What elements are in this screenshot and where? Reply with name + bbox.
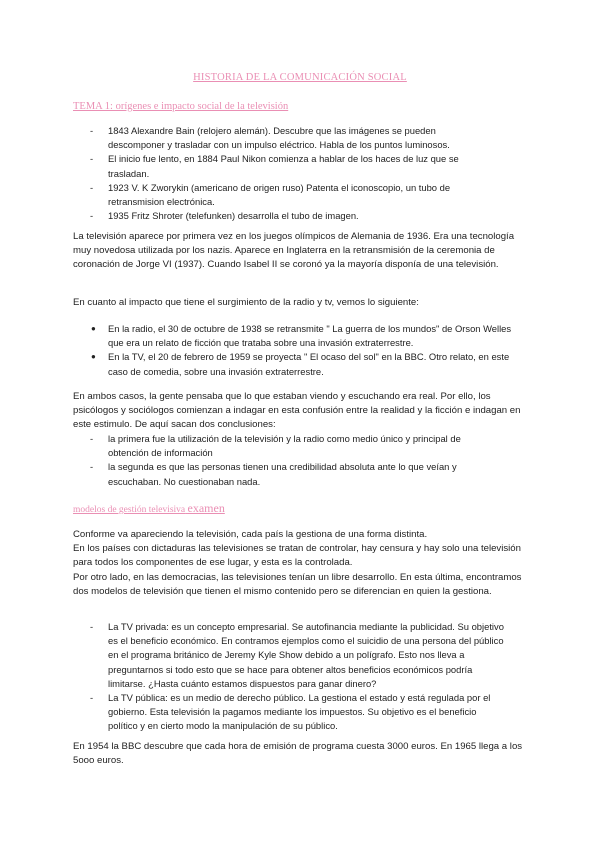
dash-marker: - xyxy=(90,181,94,193)
list-item xyxy=(90,691,508,734)
dash-marker: - xyxy=(90,461,94,473)
list-item-text: El inicio fue lento, en 1884 Paul Nikon comienza a hablar de los haces de luz que se trasladan. xyxy=(108,153,459,179)
dash-marker: - xyxy=(90,125,94,136)
dash-marker: - xyxy=(90,210,94,222)
impact-list xyxy=(90,322,520,379)
section-heading-text: modelos de gestión televisiva xyxy=(73,505,186,515)
list-item xyxy=(90,620,508,691)
list-item xyxy=(90,152,490,180)
section-heading-tema1: TEMA 1: orígenes e impacto social de la televisión xyxy=(73,101,289,112)
dash-marker: - xyxy=(90,153,94,165)
list-item xyxy=(90,124,490,152)
intro-line: Por otro lado, en las democracias, las televisiones tenían un libre desarrollo. En esta última, encontramos dos modelos de televisión que tienen el mismo contenido pero se diferencian en quien la gestiona. xyxy=(73,571,522,597)
models-list xyxy=(90,620,508,734)
list-item-text: En la TV, el 20 de febrero de 1959 se proyecta " El ocaso del sol" en la BBC. Otro relato, en este caso de comedia, sobre una invasión extraterrestre. xyxy=(108,351,510,377)
list-item xyxy=(90,432,490,460)
list-item xyxy=(90,209,490,223)
timeline-list xyxy=(90,124,490,223)
dash-marker: - xyxy=(90,621,94,632)
list-item-text: En la radio, el 30 de octubre de 1938 se retransmite " La guerra de los mundos" de Orson Welles que era un relato de ficción que trataba sobre una invasión extraterrestre. xyxy=(108,323,512,349)
list-item-text: la primera fue la utilización de la televisión y la radio como medio único y principal de obtención de información xyxy=(108,433,461,459)
list-item-text: la segunda es que las personas tienen una credibilidad absoluta ante lo que veían y escuchaban. No cuestionaban nada. xyxy=(108,461,457,487)
section-heading-modelos xyxy=(73,501,225,516)
paragraph-conclusions: En ambos casos, la gente pensaba que lo que estaban viendo y escuchando era real. Por ello, los psicólogos y sociólogos comienzan a indagar en esta confusión entre la realidad y la ficción e indagan en este estimulo. De aquí sacan dos conclusiones: xyxy=(73,391,521,431)
paragraph-models-intro xyxy=(73,528,533,599)
intro-line: En los países con dictaduras las televisiones se tratan de controlar, hay censura y hay solo una televisión para todos los componentes de ese lugar, y esta es la controlada. xyxy=(73,543,521,569)
exam-emphasis: examen xyxy=(187,501,225,515)
list-item xyxy=(90,181,490,209)
bullet-marker: ● xyxy=(91,324,96,333)
list-item xyxy=(90,350,520,378)
paragraph-impact: En cuanto al impacto que tiene el surgimiento de la radio y tv, vemos lo siguiente: xyxy=(73,297,419,308)
list-item-text: 1935 Fritz Shroter (telefunken) desarrolla el tubo de imagen. xyxy=(108,210,359,222)
dash-marker: - xyxy=(90,692,94,704)
document-title: HISTORIA DE LA COMUNICACIÓN SOCIAL xyxy=(193,72,407,83)
dash-marker: - xyxy=(90,433,94,444)
list-item-text: La TV privada: es un concepto empresarial. Se autofinancia mediante la publicidad. Su objetivo es el beneficio económico. En contramos ejemplos como el suicidio de una persona del público en el programa británico de Jeremy Kyle Show debido a un polígrafo. Esto nos lleva a preguntarnos si todo esto que se hace para obtener altos beneficios económicos podría limitarse. ¿Hasta cuánto estamos dispuestos para ganar dinero? xyxy=(108,621,504,689)
list-item-text: 1923 V. K Zworykin (americano de origen ruso) Patenta el iconoscopio, un tubo de retransmision electrónica. xyxy=(108,181,451,208)
bullet-marker: ● xyxy=(91,352,96,362)
list-item xyxy=(90,322,520,350)
paragraph-appearance: La televisión aparece por primera vez en los juegos olímpicos de Alemania de 1936. Era una tecnología muy novedosa utilizada por los nazis. Aparece en Inglaterra en la retransmisión de la ceremonia de coronación de Jorge VI (1937). Cuando Isabel II se coronó ya la mayoría disponía de una televisión. xyxy=(73,231,515,271)
intro-line: Conforme va apareciendo la televisión, cada país la gestiona de una forma distinta. xyxy=(73,529,428,540)
list-item xyxy=(90,460,490,488)
conclusions-list xyxy=(90,432,490,489)
list-item-text: La TV pública: es un medio de derecho público. La gestiona el estado y está regulada por el gobierno. Esta televisión la pagamos mediante los impuestos. Su objetivo es el beneficio político y en cierto modo la manipulación de su público. xyxy=(108,692,491,732)
list-item-text: 1843 Alexandre Bain (relojero alemán). Descubre que las imágenes se pueden descomponer y trasladar con un impulso eléctrico. Habla de los puntos luminosos. xyxy=(108,125,450,151)
paragraph-closing: En 1954 la BBC descubre que cada hora de emisión de programa cuesta 3000 euros. En 1965 llega a los 5ooo euros. xyxy=(73,741,523,767)
